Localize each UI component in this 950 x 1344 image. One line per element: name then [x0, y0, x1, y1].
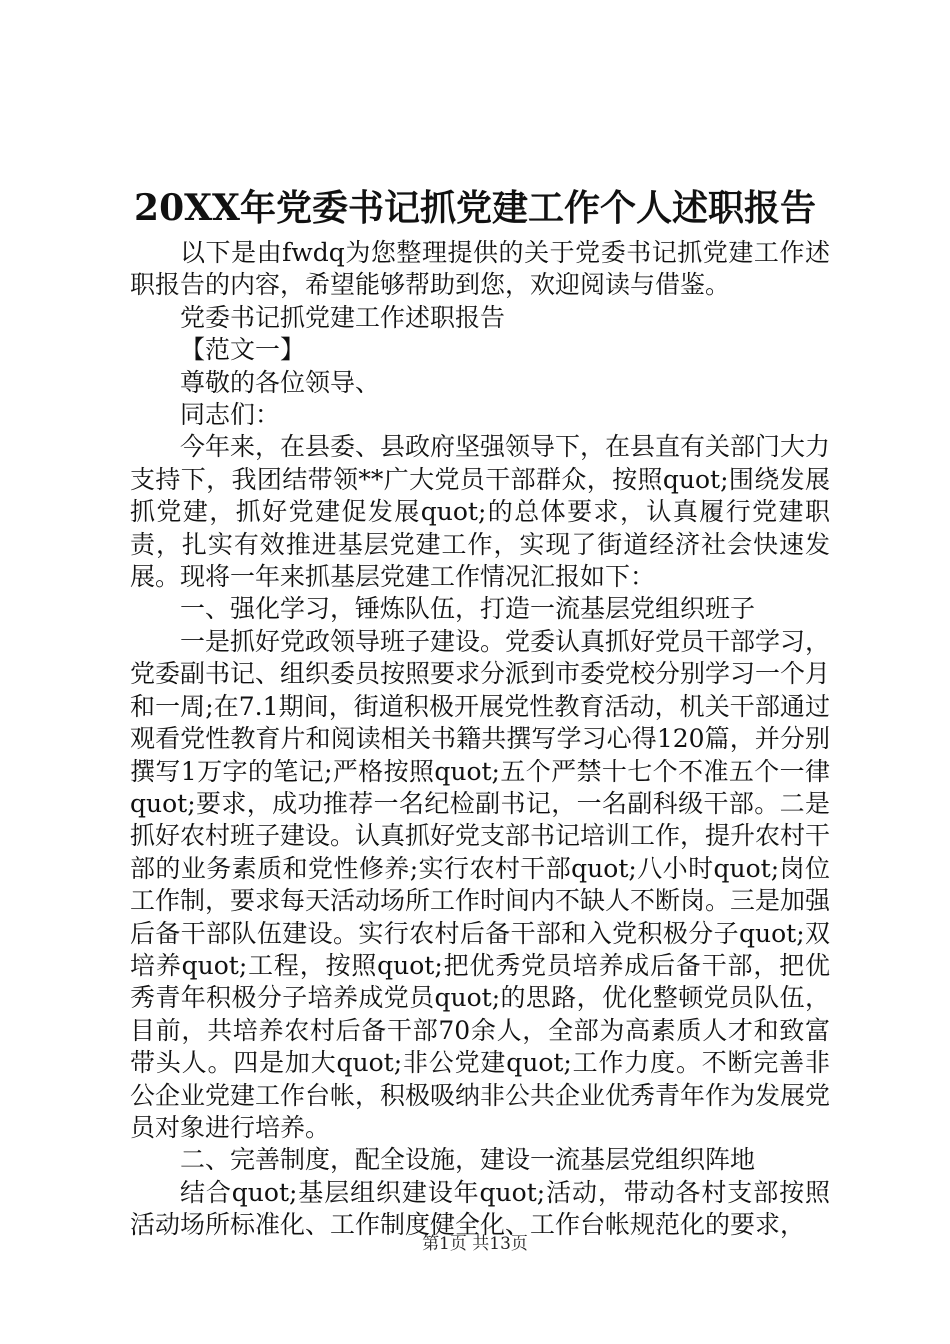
- paragraph-subtitle: 党委书记抓党建工作述职报告: [180, 302, 506, 332]
- paragraph-section-2: 结合quot;基层组织建设年quot;活动，带动各村支部按照活动场所标准化、工作制度健全化、工作台帐规范化的要求，: [130, 1177, 830, 1240]
- paragraph-salutation-2: 同志们：: [180, 400, 281, 430]
- section-heading-1: 一、强化学习，锤炼队伍，打造一流基层党组织班子: [180, 594, 756, 624]
- paragraph-section-1: 一是抓好党政领导班子建设。党委认真抓好党员干部学习，党委副书记、组织委员按照要求分派到市委党校分别学习一个月和一周;在7.1期间，街道积极开展党性教育活动，机关干部通过观看党性教育片和阅读相关书籍共撰写学习心得120篇，并分别撰写1万字的笔记;严格按照quot;五个严禁十七个不准五个一律quot;要求，成功推荐一名纪检副书记，一名副科级干部。二是抓好农村班子建设。认真抓好党支部书记培训工作，提升农村干部的业务素质和党性修养;实行农村干部quot;八小时quot;岗位工作制，要求每天活动场所工作时间内不缺人不断岗。三是加强后备干部队伍建设。实行农村后备干部和入党积极分子quot;双培养quot;工程，按照quot;把优秀党员培养成后备干部，把优秀青年积极分子培养成党员quot;的思路，优化整顿党员队伍，目前，共培养农村后备干部70余人，全部为高素质人才和致富带头人。四是加大quot;非公党建quot;工作力度。不断完善非公企业党建工作台帐，积极吸纳非公共企业优秀青年作为发展党员对象进行培养。: [130, 626, 831, 1142]
- paragraph-intro: 以下是由fwdq为您整理提供的关于党委书记抓党建工作述职报告的内容，希望能够帮助到您，欢迎阅读与借鉴。: [130, 238, 830, 300]
- document-title: 20XX年党委书记抓党建工作个人述职报告: [134, 187, 816, 229]
- paragraph-sample-label: 【范文一】: [180, 335, 306, 365]
- section-heading-2: 二、完善制度，配全设施，建设一流基层党组织阵地: [180, 1145, 756, 1175]
- paragraph-overview: 今年来，在县委、县政府坚强领导下，在县直有关部门大力支持下，我团结带领**广大党员干部群众，按照quot;围绕发展抓党建，抓好党建促发展quot;的总体要求，认真履行党建职责，扎实有效推进基层党建工作，实现了街道经济社会快速发展。现将一年来抓基层党建工作情况汇报如下：: [130, 432, 831, 592]
- page-number-footer: 第1页 共13页: [422, 1234, 528, 1254]
- paragraph-salutation: 尊敬的各位领导、: [180, 367, 381, 397]
- document-body: [130, 237, 830, 1242]
